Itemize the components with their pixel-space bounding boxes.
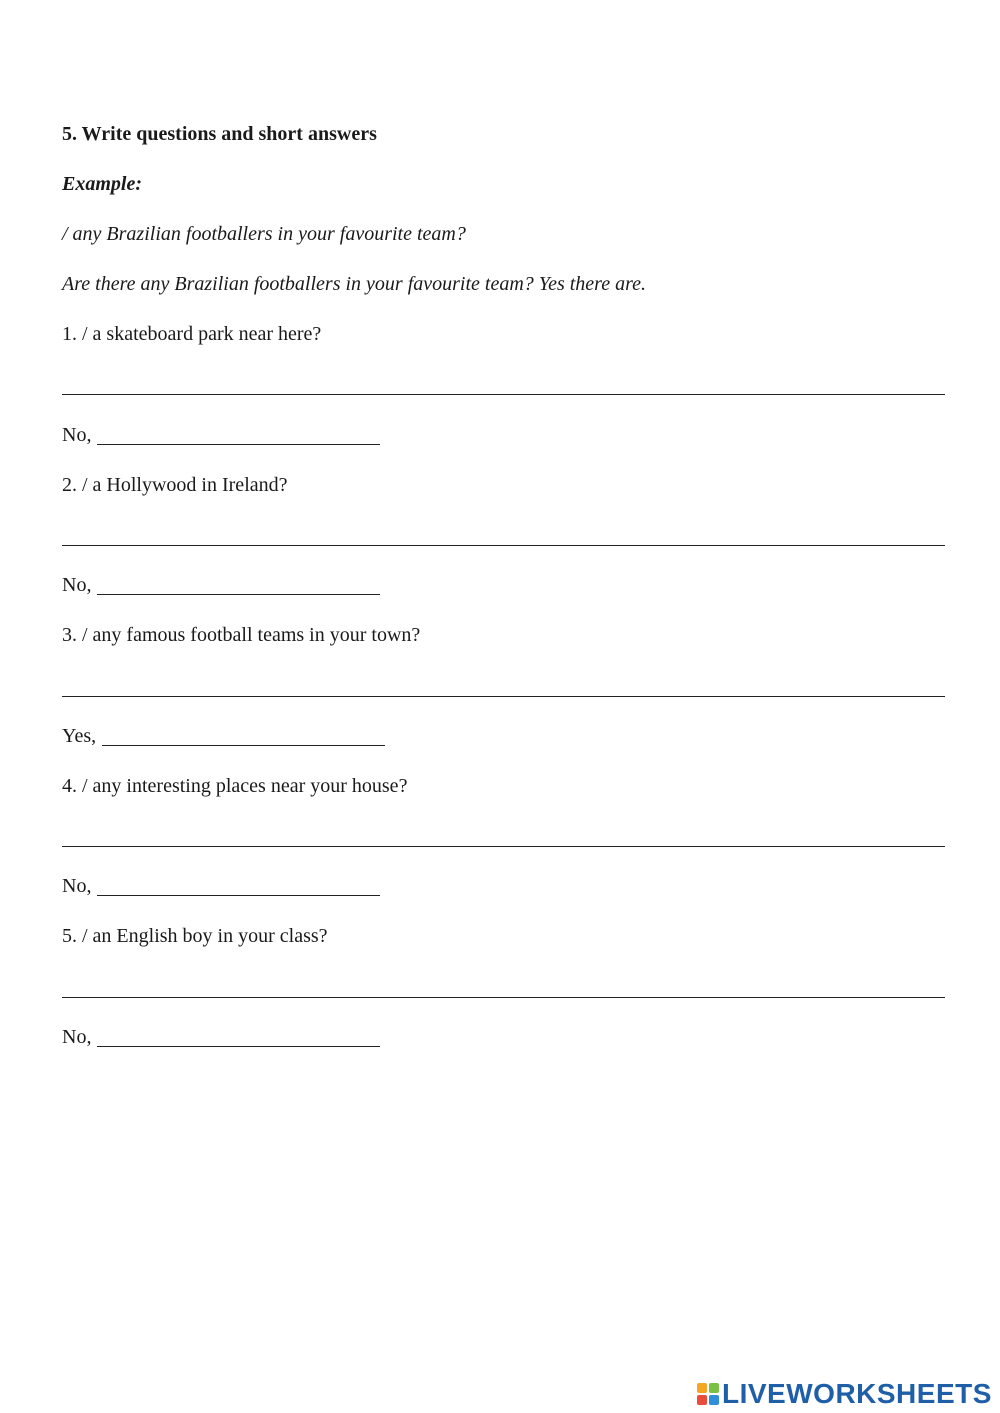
short-answer-blank[interactable] xyxy=(102,724,385,746)
short-answer-blank[interactable] xyxy=(97,1025,380,1047)
question-answer-line-4[interactable] xyxy=(62,846,945,847)
question-prompt-3: 3. / any famous football teams in your town? xyxy=(62,624,421,646)
example-label: Example: xyxy=(62,173,142,195)
short-answer-row-2 xyxy=(62,573,380,597)
logo-mark-icon xyxy=(697,1383,719,1405)
exercise-heading: 5. Write questions and short answers xyxy=(62,123,377,145)
question-prompt-4: 4. / any interesting places near your house? xyxy=(62,775,408,797)
logo-mark-cell xyxy=(697,1395,707,1405)
question-prompt-5: 5. / an English boy in your class? xyxy=(62,925,328,947)
logo-mark-cell xyxy=(697,1383,707,1393)
short-answer-prefix: No, xyxy=(62,875,92,897)
question-answer-line-5[interactable] xyxy=(62,997,945,998)
short-answer-prefix: Yes, xyxy=(62,725,97,747)
short-answer-blank[interactable] xyxy=(97,423,380,445)
example-prompt: / any Brazilian footballers in your favourite team? xyxy=(62,223,466,245)
short-answer-prefix: No, xyxy=(62,574,92,596)
question-prompt-1: 1. / a skateboard park near here? xyxy=(62,323,322,345)
short-answer-blank[interactable] xyxy=(97,573,380,595)
short-answer-row-5 xyxy=(62,1025,380,1049)
short-answer-prefix: No, xyxy=(62,424,92,446)
liveworksheets-logo xyxy=(697,1378,992,1410)
logo-mark-cell xyxy=(709,1383,719,1393)
short-answer-row-4 xyxy=(62,874,380,898)
short-answer-prefix: No, xyxy=(62,1026,92,1048)
logo-mark-cell xyxy=(709,1395,719,1405)
question-answer-line-2[interactable] xyxy=(62,545,945,546)
short-answer-row-1 xyxy=(62,423,380,447)
logo-text: LIVEWORKSHEETS xyxy=(722,1378,992,1409)
question-answer-line-3[interactable] xyxy=(62,696,945,697)
short-answer-row-3 xyxy=(62,724,385,748)
example-answer: Are there any Brazilian footballers in your favourite team? Yes there are. xyxy=(62,273,647,295)
question-prompt-2: 2. / a Hollywood in Ireland? xyxy=(62,474,288,496)
question-answer-line-1[interactable] xyxy=(62,394,945,395)
short-answer-blank[interactable] xyxy=(97,874,380,896)
